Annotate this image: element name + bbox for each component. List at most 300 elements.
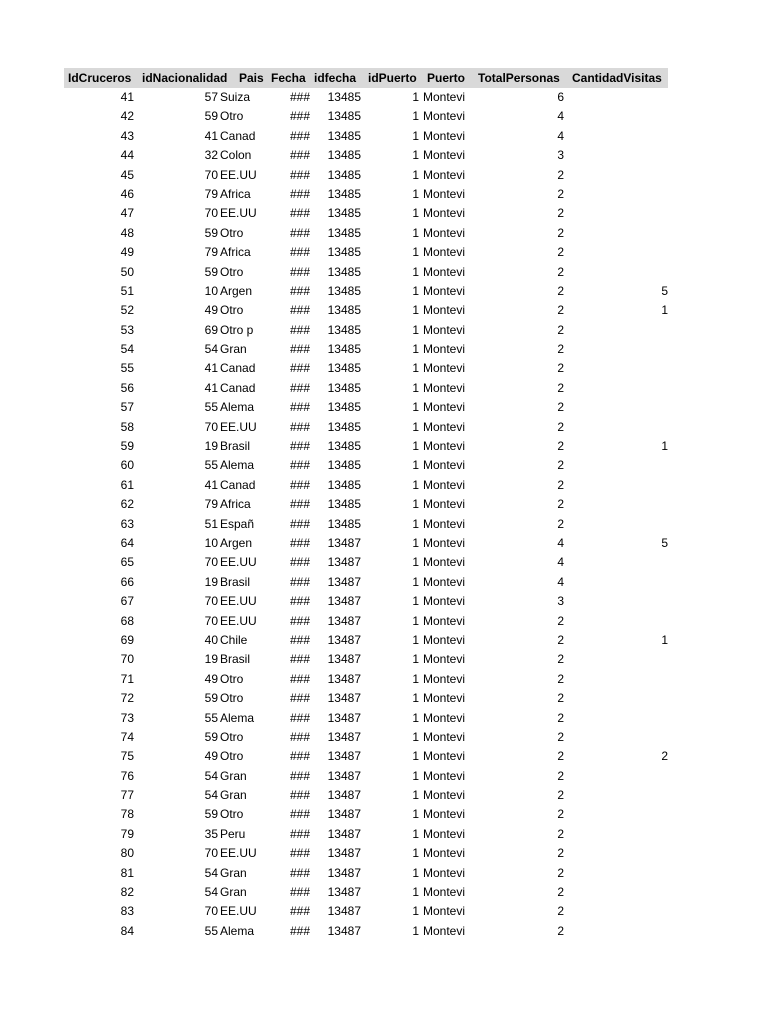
cell-idnacionalidad[interactable]: 54 bbox=[204, 768, 218, 783]
cell-idcruceros[interactable]: 60 bbox=[120, 458, 134, 473]
cell-idfecha[interactable]: 13485 bbox=[327, 477, 361, 492]
cell-pais[interactable]: Alema bbox=[220, 710, 255, 725]
cell-idfecha[interactable]: 13485 bbox=[327, 497, 361, 512]
cell-idpuerto[interactable]: 1 bbox=[412, 865, 419, 880]
cell-puerto[interactable]: Montevi bbox=[423, 865, 466, 880]
cell-pais[interactable]: Brasil bbox=[220, 652, 251, 667]
cell-cantidadvisitas[interactable] bbox=[566, 224, 668, 243]
cell-idfecha[interactable]: 13487 bbox=[327, 710, 361, 725]
cell-totalpersonas[interactable]: 4 bbox=[557, 128, 564, 143]
cell-idfecha[interactable]: 13487 bbox=[327, 807, 361, 822]
cell-idpuerto[interactable]: 1 bbox=[412, 497, 419, 512]
cell-totalpersonas[interactable]: 2 bbox=[557, 477, 564, 492]
cell-idpuerto[interactable]: 1 bbox=[412, 109, 419, 124]
cell-puerto[interactable]: Montevi bbox=[423, 555, 466, 570]
cell-idcruceros[interactable]: 81 bbox=[120, 865, 134, 880]
cell-idnacionalidad[interactable]: 35 bbox=[204, 826, 218, 841]
cell-idfecha[interactable]: 13485 bbox=[327, 322, 361, 337]
cell-idcruceros[interactable]: 84 bbox=[120, 923, 134, 938]
cell-cantidadvisitas[interactable] bbox=[566, 476, 668, 495]
cell-puerto[interactable]: Montevi bbox=[423, 594, 466, 609]
cell-pais[interactable]: EE.UU bbox=[220, 594, 257, 609]
cell-cantidadvisitas[interactable]: 1 bbox=[661, 303, 668, 318]
cell-puerto[interactable]: Montevi bbox=[423, 516, 466, 531]
cell-idpuerto[interactable]: 1 bbox=[412, 303, 419, 318]
cell-totalpersonas[interactable]: 2 bbox=[557, 826, 564, 841]
cell-idnacionalidad[interactable]: 70 bbox=[204, 613, 218, 628]
cell-idfecha[interactable]: 13485 bbox=[327, 400, 361, 415]
cell-idfecha[interactable]: 13485 bbox=[327, 245, 361, 260]
cell-totalpersonas[interactable]: 2 bbox=[557, 400, 564, 415]
cell-idcruceros[interactable]: 51 bbox=[120, 283, 134, 298]
cell-idcruceros[interactable]: 59 bbox=[120, 439, 134, 454]
cell-idpuerto[interactable]: 1 bbox=[412, 749, 419, 764]
cell-idpuerto[interactable]: 1 bbox=[412, 904, 419, 919]
cell-idfecha[interactable]: 13487 bbox=[327, 729, 361, 744]
cell-cantidadvisitas[interactable] bbox=[566, 612, 668, 631]
cell-fecha[interactable]: ### bbox=[289, 109, 310, 124]
cell-idfecha[interactable]: 13485 bbox=[327, 128, 361, 143]
cell-idnacionalidad[interactable]: 70 bbox=[204, 419, 218, 434]
cell-cantidadvisitas[interactable] bbox=[566, 805, 668, 824]
cell-idnacionalidad[interactable]: 55 bbox=[204, 458, 218, 473]
cell-idnacionalidad[interactable]: 41 bbox=[204, 128, 218, 143]
cell-idcruceros[interactable]: 82 bbox=[120, 885, 134, 900]
cell-puerto[interactable]: Montevi bbox=[423, 148, 466, 163]
cell-idnacionalidad[interactable]: 49 bbox=[204, 671, 218, 686]
cell-idpuerto[interactable]: 1 bbox=[412, 400, 419, 415]
cell-pais[interactable]: Chile bbox=[220, 632, 248, 647]
cell-pais[interactable]: Otro bbox=[220, 807, 244, 822]
cell-idnacionalidad[interactable]: 79 bbox=[204, 497, 218, 512]
cell-fecha[interactable]: ### bbox=[289, 380, 310, 395]
cell-pais[interactable]: EE.UU bbox=[220, 419, 257, 434]
cell-idfecha[interactable]: 13487 bbox=[327, 594, 361, 609]
cell-fecha[interactable]: ### bbox=[289, 555, 310, 570]
cell-idfecha[interactable]: 13485 bbox=[327, 458, 361, 473]
cell-idcruceros[interactable]: 55 bbox=[120, 361, 134, 376]
cell-puerto[interactable]: Montevi bbox=[423, 613, 466, 628]
cell-fecha[interactable]: ### bbox=[289, 361, 310, 376]
cell-pais[interactable]: Otro bbox=[220, 225, 244, 240]
cell-cantidadvisitas[interactable] bbox=[566, 185, 668, 204]
cell-idnacionalidad[interactable]: 41 bbox=[204, 477, 218, 492]
cell-idfecha[interactable]: 13485 bbox=[327, 264, 361, 279]
cell-idnacionalidad[interactable]: 54 bbox=[204, 342, 218, 357]
cell-idfecha[interactable]: 13487 bbox=[327, 613, 361, 628]
cell-idnacionalidad[interactable]: 55 bbox=[204, 710, 218, 725]
cell-fecha[interactable]: ### bbox=[289, 826, 310, 841]
cell-idcruceros[interactable]: 80 bbox=[120, 846, 134, 861]
cell-fecha[interactable]: ### bbox=[289, 904, 310, 919]
cell-idcruceros[interactable]: 45 bbox=[120, 167, 134, 182]
cell-idpuerto[interactable]: 1 bbox=[412, 458, 419, 473]
cell-idcruceros[interactable]: 46 bbox=[120, 186, 134, 201]
cell-puerto[interactable]: Montevi bbox=[423, 400, 466, 415]
cell-idnacionalidad[interactable]: 59 bbox=[204, 807, 218, 822]
cell-idcruceros[interactable]: 77 bbox=[120, 788, 134, 803]
cell-idnacionalidad[interactable]: 70 bbox=[204, 904, 218, 919]
cell-puerto[interactable]: Montevi bbox=[423, 671, 466, 686]
cell-cantidadvisitas[interactable] bbox=[566, 321, 668, 340]
cell-pais[interactable]: Suiza bbox=[220, 90, 251, 104]
cell-idfecha[interactable]: 13487 bbox=[327, 826, 361, 841]
cell-idnacionalidad[interactable]: 69 bbox=[204, 322, 218, 337]
cell-idcruceros[interactable]: 61 bbox=[120, 477, 134, 492]
cell-idnacionalidad[interactable]: 57 bbox=[204, 90, 218, 104]
cell-totalpersonas[interactable]: 2 bbox=[557, 652, 564, 667]
cell-totalpersonas[interactable]: 2 bbox=[557, 749, 564, 764]
cell-fecha[interactable]: ### bbox=[289, 574, 310, 589]
cell-idcruceros[interactable]: 65 bbox=[120, 555, 134, 570]
cell-idpuerto[interactable]: 1 bbox=[412, 652, 419, 667]
cell-puerto[interactable]: Montevi bbox=[423, 186, 466, 201]
cell-cantidadvisitas[interactable] bbox=[566, 204, 668, 223]
header-idfecha[interactable]: idfecha bbox=[314, 71, 357, 85]
cell-puerto[interactable]: Montevi bbox=[423, 632, 466, 647]
cell-idcruceros[interactable]: 78 bbox=[120, 807, 134, 822]
cell-cantidadvisitas[interactable] bbox=[566, 418, 668, 437]
cell-idfecha[interactable]: 13487 bbox=[327, 904, 361, 919]
cell-fecha[interactable]: ### bbox=[289, 516, 310, 531]
cell-idcruceros[interactable]: 74 bbox=[120, 729, 134, 744]
cell-idcruceros[interactable]: 47 bbox=[120, 206, 134, 221]
cell-idcruceros[interactable]: 42 bbox=[120, 109, 134, 124]
cell-puerto[interactable]: Montevi bbox=[423, 245, 466, 260]
cell-fecha[interactable]: ### bbox=[289, 477, 310, 492]
cell-puerto[interactable]: Montevi bbox=[423, 439, 466, 454]
cell-idfecha[interactable]: 13487 bbox=[327, 652, 361, 667]
cell-fecha[interactable]: ### bbox=[289, 283, 310, 298]
cell-puerto[interactable]: Montevi bbox=[423, 497, 466, 512]
cell-pais[interactable]: Argen bbox=[220, 283, 253, 298]
cell-idcruceros[interactable]: 62 bbox=[120, 497, 134, 512]
cell-pais[interactable]: Gran bbox=[220, 788, 247, 803]
cell-idfecha[interactable]: 13485 bbox=[327, 419, 361, 434]
cell-puerto[interactable]: Montevi bbox=[423, 380, 466, 395]
cell-idnacionalidad[interactable]: 51 bbox=[204, 516, 218, 531]
cell-pais[interactable]: Otro bbox=[220, 729, 244, 744]
cell-cantidadvisitas[interactable] bbox=[566, 340, 668, 359]
cell-pais[interactable]: Gran bbox=[220, 885, 247, 900]
cell-idpuerto[interactable]: 1 bbox=[412, 90, 419, 104]
cell-pais[interactable]: Africa bbox=[220, 186, 251, 201]
cell-fecha[interactable]: ### bbox=[289, 497, 310, 512]
cell-cantidadvisitas[interactable] bbox=[566, 689, 668, 708]
cell-idnacionalidad[interactable]: 54 bbox=[204, 788, 218, 803]
cell-idnacionalidad[interactable]: 54 bbox=[204, 885, 218, 900]
cell-idpuerto[interactable]: 1 bbox=[412, 186, 419, 201]
header-idcruceros[interactable]: IdCruceros bbox=[68, 71, 132, 85]
cell-totalpersonas[interactable]: 2 bbox=[557, 283, 564, 298]
cell-cantidadvisitas[interactable] bbox=[566, 670, 668, 689]
cell-idnacionalidad[interactable]: 19 bbox=[204, 574, 218, 589]
header-cantidadvisitas[interactable]: CantidadVisitas bbox=[572, 71, 662, 85]
cell-totalpersonas[interactable]: 2 bbox=[557, 206, 564, 221]
cell-pais[interactable]: Otro bbox=[220, 749, 244, 764]
cell-idpuerto[interactable]: 1 bbox=[412, 516, 419, 531]
cell-idcruceros[interactable]: 52 bbox=[120, 303, 134, 318]
cell-totalpersonas[interactable]: 2 bbox=[557, 846, 564, 861]
cell-totalpersonas[interactable]: 2 bbox=[557, 923, 564, 938]
cell-puerto[interactable]: Montevi bbox=[423, 768, 466, 783]
cell-pais[interactable]: Alema bbox=[220, 458, 255, 473]
cell-pais[interactable]: Colon bbox=[220, 148, 252, 163]
cell-fecha[interactable]: ### bbox=[289, 303, 310, 318]
cell-idfecha[interactable]: 13487 bbox=[327, 555, 361, 570]
cell-idfecha[interactable]: 13485 bbox=[327, 303, 361, 318]
header-idnacionalidad[interactable]: idNacionalidad bbox=[142, 71, 228, 85]
cell-idfecha[interactable]: 13487 bbox=[327, 691, 361, 706]
cell-idpuerto[interactable]: 1 bbox=[412, 245, 419, 260]
cell-fecha[interactable]: ### bbox=[289, 749, 310, 764]
cell-idcruceros[interactable]: 49 bbox=[120, 245, 134, 260]
cell-idcruceros[interactable]: 58 bbox=[120, 419, 134, 434]
cell-cantidadvisitas[interactable] bbox=[566, 107, 668, 126]
cell-pais[interactable]: Gran bbox=[220, 342, 247, 357]
cell-idcruceros[interactable]: 41 bbox=[120, 90, 134, 104]
cell-idnacionalidad[interactable]: 32 bbox=[204, 148, 218, 163]
cell-idfecha[interactable]: 13485 bbox=[327, 225, 361, 240]
cell-cantidadvisitas[interactable] bbox=[566, 767, 668, 786]
cell-totalpersonas[interactable]: 3 bbox=[557, 594, 564, 609]
cell-cantidadvisitas[interactable] bbox=[566, 709, 668, 728]
cell-idpuerto[interactable]: 1 bbox=[412, 613, 419, 628]
cell-puerto[interactable]: Montevi bbox=[423, 419, 466, 434]
cell-idnacionalidad[interactable]: 10 bbox=[204, 535, 218, 550]
cell-cantidadvisitas[interactable]: 5 bbox=[661, 283, 668, 298]
cell-idfecha[interactable]: 13485 bbox=[327, 380, 361, 395]
cell-idcruceros[interactable]: 44 bbox=[120, 148, 134, 163]
cell-totalpersonas[interactable]: 2 bbox=[557, 729, 564, 744]
cell-pais[interactable]: Brasil bbox=[220, 439, 251, 454]
cell-totalpersonas[interactable]: 2 bbox=[557, 516, 564, 531]
cell-idcruceros[interactable]: 67 bbox=[120, 594, 134, 609]
cell-cantidadvisitas[interactable] bbox=[566, 88, 668, 107]
cell-pais[interactable]: EE.UU bbox=[220, 206, 257, 221]
cell-idfecha[interactable]: 13485 bbox=[327, 148, 361, 163]
cell-fecha[interactable]: ### bbox=[289, 167, 310, 182]
cell-fecha[interactable]: ### bbox=[289, 594, 310, 609]
cell-totalpersonas[interactable]: 2 bbox=[557, 710, 564, 725]
cell-puerto[interactable]: Montevi bbox=[423, 264, 466, 279]
cell-totalpersonas[interactable]: 4 bbox=[557, 555, 564, 570]
cell-pais[interactable]: Argen bbox=[220, 535, 253, 550]
cell-puerto[interactable]: Montevi bbox=[423, 691, 466, 706]
cell-fecha[interactable]: ### bbox=[289, 225, 310, 240]
cell-totalpersonas[interactable]: 2 bbox=[557, 225, 564, 240]
cell-totalpersonas[interactable]: 2 bbox=[557, 186, 564, 201]
cell-pais[interactable]: Africa bbox=[220, 245, 251, 260]
cell-idfecha[interactable]: 13485 bbox=[327, 342, 361, 357]
cell-idpuerto[interactable]: 1 bbox=[412, 361, 419, 376]
cell-idnacionalidad[interactable]: 49 bbox=[204, 749, 218, 764]
cell-cantidadvisitas[interactable] bbox=[566, 398, 668, 417]
cell-pais[interactable]: EE.UU bbox=[220, 167, 257, 182]
cell-cantidadvisitas[interactable] bbox=[566, 844, 668, 863]
cell-pais[interactable]: Alema bbox=[220, 923, 255, 938]
cell-idpuerto[interactable]: 1 bbox=[412, 923, 419, 938]
cell-idpuerto[interactable]: 1 bbox=[412, 535, 419, 550]
cell-idfecha[interactable]: 13487 bbox=[327, 768, 361, 783]
cell-puerto[interactable]: Montevi bbox=[423, 535, 466, 550]
cell-idnacionalidad[interactable]: 70 bbox=[204, 846, 218, 861]
cell-idnacionalidad[interactable]: 59 bbox=[204, 729, 218, 744]
cell-puerto[interactable]: Montevi bbox=[423, 167, 466, 182]
cell-fecha[interactable]: ### bbox=[289, 807, 310, 822]
cell-pais[interactable]: Canad bbox=[220, 128, 256, 143]
cell-fecha[interactable]: ### bbox=[289, 400, 310, 415]
cell-idcruceros[interactable]: 57 bbox=[120, 400, 134, 415]
cell-puerto[interactable]: Montevi bbox=[423, 652, 466, 667]
cell-idpuerto[interactable]: 1 bbox=[412, 826, 419, 841]
cell-idpuerto[interactable]: 1 bbox=[412, 691, 419, 706]
cell-fecha[interactable]: ### bbox=[289, 535, 310, 550]
header-pais[interactable]: Pais bbox=[239, 71, 264, 85]
cell-idnacionalidad[interactable]: 41 bbox=[204, 361, 218, 376]
cell-idfecha[interactable]: 13485 bbox=[327, 283, 361, 298]
cell-totalpersonas[interactable]: 2 bbox=[557, 904, 564, 919]
cell-idcruceros[interactable]: 48 bbox=[120, 225, 134, 240]
cell-idpuerto[interactable]: 1 bbox=[412, 632, 419, 647]
cell-totalpersonas[interactable]: 2 bbox=[557, 497, 564, 512]
cell-cantidadvisitas[interactable] bbox=[566, 553, 668, 572]
cell-idcruceros[interactable]: 72 bbox=[120, 691, 134, 706]
cell-fecha[interactable]: ### bbox=[289, 419, 310, 434]
cell-idnacionalidad[interactable]: 59 bbox=[204, 691, 218, 706]
cell-fecha[interactable]: ### bbox=[289, 632, 310, 647]
cell-cantidadvisitas[interactable] bbox=[566, 456, 668, 475]
cell-cantidadvisitas[interactable] bbox=[566, 243, 668, 262]
cell-idcruceros[interactable]: 66 bbox=[120, 574, 134, 589]
cell-totalpersonas[interactable]: 4 bbox=[557, 109, 564, 124]
header-idpuerto[interactable]: idPuerto bbox=[368, 71, 417, 85]
cell-idfecha[interactable]: 13485 bbox=[327, 361, 361, 376]
cell-idcruceros[interactable]: 56 bbox=[120, 380, 134, 395]
cell-fecha[interactable]: ### bbox=[289, 768, 310, 783]
cell-puerto[interactable]: Montevi bbox=[423, 749, 466, 764]
cell-idcruceros[interactable]: 69 bbox=[120, 632, 134, 647]
cell-cantidadvisitas[interactable]: 2 bbox=[661, 749, 668, 764]
cell-cantidadvisitas[interactable] bbox=[566, 864, 668, 883]
cell-idpuerto[interactable]: 1 bbox=[412, 225, 419, 240]
cell-puerto[interactable]: Montevi bbox=[423, 807, 466, 822]
cell-idfecha[interactable]: 13487 bbox=[327, 574, 361, 589]
cell-cantidadvisitas[interactable] bbox=[566, 883, 668, 902]
cell-pais[interactable]: Alema bbox=[220, 400, 255, 415]
cell-totalpersonas[interactable]: 2 bbox=[557, 885, 564, 900]
cell-idnacionalidad[interactable]: 10 bbox=[204, 283, 218, 298]
cell-idfecha[interactable]: 13487 bbox=[327, 865, 361, 880]
cell-totalpersonas[interactable]: 2 bbox=[557, 322, 564, 337]
cell-fecha[interactable]: ### bbox=[289, 691, 310, 706]
cell-totalpersonas[interactable]: 2 bbox=[557, 167, 564, 182]
cell-fecha[interactable]: ### bbox=[289, 342, 310, 357]
cell-fecha[interactable]: ### bbox=[289, 186, 310, 201]
cell-cantidadvisitas[interactable] bbox=[566, 728, 668, 747]
cell-idnacionalidad[interactable]: 55 bbox=[204, 923, 218, 938]
cell-idnacionalidad[interactable]: 70 bbox=[204, 594, 218, 609]
cell-puerto[interactable]: Montevi bbox=[423, 885, 466, 900]
cell-pais[interactable]: Africa bbox=[220, 497, 251, 512]
cell-fecha[interactable]: ### bbox=[289, 90, 310, 104]
cell-pais[interactable]: EE.UU bbox=[220, 904, 257, 919]
cell-idnacionalidad[interactable]: 59 bbox=[204, 264, 218, 279]
cell-idpuerto[interactable]: 1 bbox=[412, 555, 419, 570]
cell-pais[interactable]: Canad bbox=[220, 477, 256, 492]
cell-cantidadvisitas[interactable] bbox=[566, 786, 668, 805]
cell-idpuerto[interactable]: 1 bbox=[412, 788, 419, 803]
cell-idpuerto[interactable]: 1 bbox=[412, 128, 419, 143]
cell-idfecha[interactable]: 13487 bbox=[327, 632, 361, 647]
cell-idfecha[interactable]: 13485 bbox=[327, 109, 361, 124]
cell-puerto[interactable]: Montevi bbox=[423, 574, 466, 589]
cell-idpuerto[interactable]: 1 bbox=[412, 148, 419, 163]
cell-cantidadvisitas[interactable]: 1 bbox=[661, 439, 668, 454]
cell-idnacionalidad[interactable]: 59 bbox=[204, 225, 218, 240]
cell-fecha[interactable]: ### bbox=[289, 322, 310, 337]
cell-puerto[interactable]: Montevi bbox=[423, 458, 466, 473]
cell-idcruceros[interactable]: 75 bbox=[120, 749, 134, 764]
cell-cantidadvisitas[interactable] bbox=[566, 495, 668, 514]
cell-totalpersonas[interactable]: 2 bbox=[557, 419, 564, 434]
cell-puerto[interactable]: Montevi bbox=[423, 109, 466, 124]
cell-idcruceros[interactable]: 43 bbox=[120, 128, 134, 143]
cell-cantidadvisitas[interactable] bbox=[566, 379, 668, 398]
cell-idnacionalidad[interactable]: 79 bbox=[204, 186, 218, 201]
cell-totalpersonas[interactable]: 2 bbox=[557, 380, 564, 395]
cell-idcruceros[interactable]: 76 bbox=[120, 768, 134, 783]
cell-idpuerto[interactable]: 1 bbox=[412, 167, 419, 182]
cell-puerto[interactable]: Montevi bbox=[423, 128, 466, 143]
cell-idpuerto[interactable]: 1 bbox=[412, 594, 419, 609]
cell-puerto[interactable]: Montevi bbox=[423, 477, 466, 492]
cell-puerto[interactable]: Montevi bbox=[423, 788, 466, 803]
cell-idcruceros[interactable]: 54 bbox=[120, 342, 134, 357]
cell-cantidadvisitas[interactable] bbox=[566, 515, 668, 534]
cell-pais[interactable]: Gran bbox=[220, 768, 247, 783]
cell-totalpersonas[interactable]: 6 bbox=[557, 90, 564, 104]
cell-pais[interactable]: Canad bbox=[220, 361, 256, 376]
cell-idfecha[interactable]: 13487 bbox=[327, 923, 361, 938]
cell-idcruceros[interactable]: 53 bbox=[120, 322, 134, 337]
cell-pais[interactable]: EE.UU bbox=[220, 555, 257, 570]
cell-pais[interactable]: Brasil bbox=[220, 574, 251, 589]
cell-idpuerto[interactable]: 1 bbox=[412, 846, 419, 861]
cell-idnacionalidad[interactable]: 19 bbox=[204, 439, 218, 454]
cell-puerto[interactable]: Montevi bbox=[423, 206, 466, 221]
cell-totalpersonas[interactable]: 2 bbox=[557, 342, 564, 357]
cell-totalpersonas[interactable]: 2 bbox=[557, 632, 564, 647]
cell-idnacionalidad[interactable]: 40 bbox=[204, 632, 218, 647]
cell-fecha[interactable]: ### bbox=[289, 923, 310, 938]
cell-idpuerto[interactable]: 1 bbox=[412, 264, 419, 279]
cell-totalpersonas[interactable]: 4 bbox=[557, 574, 564, 589]
cell-idpuerto[interactable]: 1 bbox=[412, 710, 419, 725]
cell-puerto[interactable]: Montevi bbox=[423, 923, 466, 938]
cell-puerto[interactable]: Montevi bbox=[423, 729, 466, 744]
cell-idcruceros[interactable]: 63 bbox=[120, 516, 134, 531]
cell-pais[interactable]: Canad bbox=[220, 380, 256, 395]
cell-idfecha[interactable]: 13487 bbox=[327, 788, 361, 803]
cell-fecha[interactable]: ### bbox=[289, 458, 310, 473]
cell-idfecha[interactable]: 13487 bbox=[327, 671, 361, 686]
cell-fecha[interactable]: ### bbox=[289, 671, 310, 686]
cell-totalpersonas[interactable]: 2 bbox=[557, 807, 564, 822]
cell-idnacionalidad[interactable]: 19 bbox=[204, 652, 218, 667]
cell-totalpersonas[interactable]: 4 bbox=[557, 535, 564, 550]
cell-pais[interactable]: Peru bbox=[220, 826, 246, 841]
